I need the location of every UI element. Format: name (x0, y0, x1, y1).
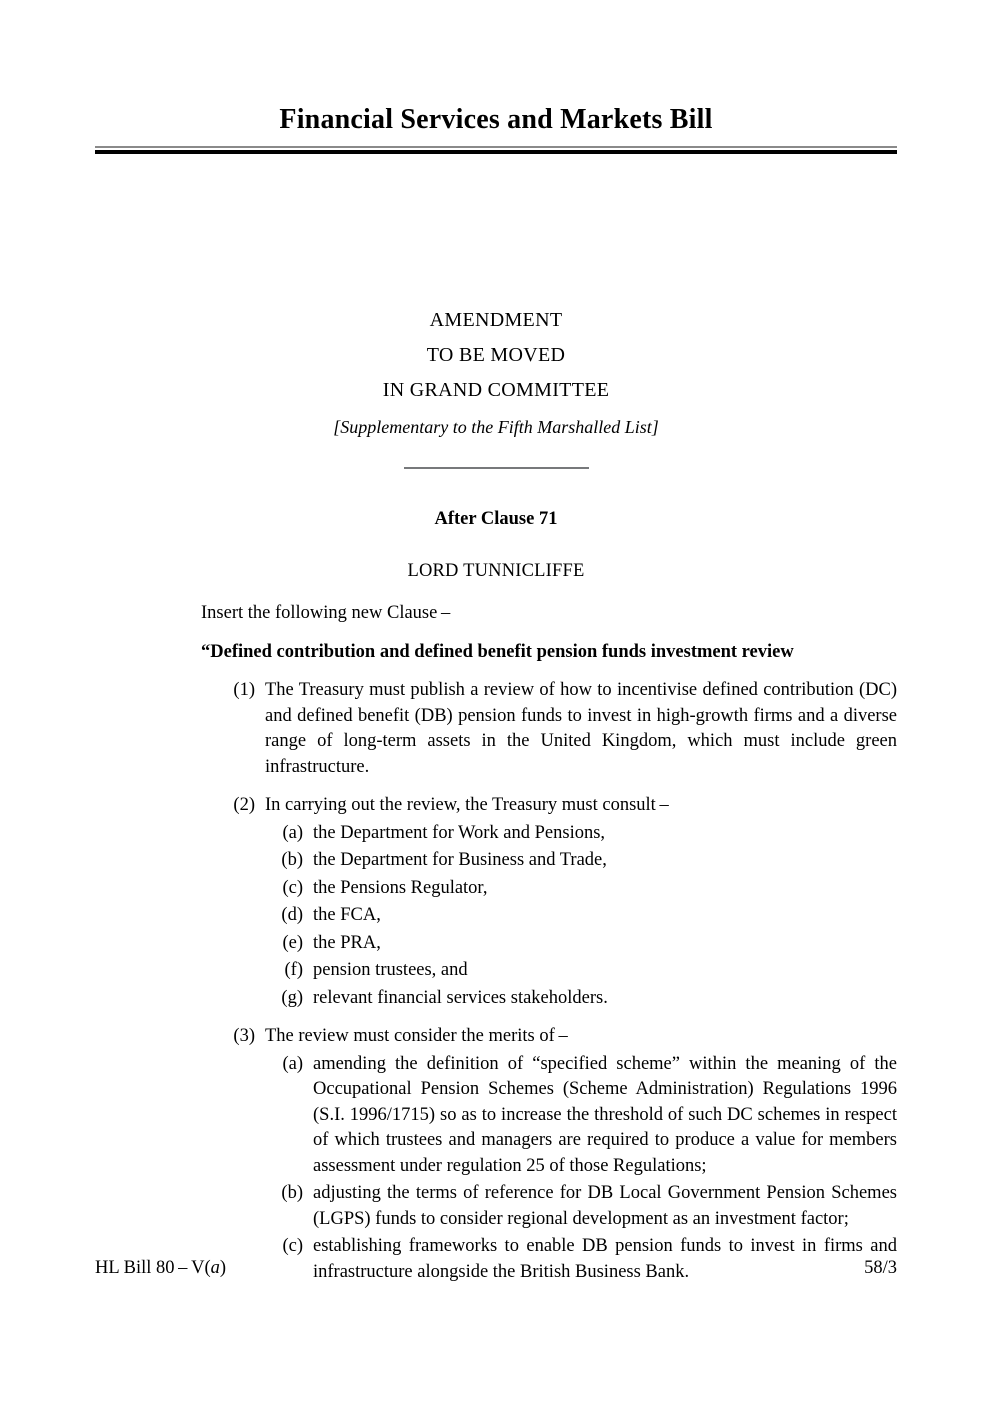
subitem-marker: (e) (282, 932, 303, 953)
subitem (95, 903, 897, 929)
subitem-marker: (c) (282, 877, 303, 898)
subitem (95, 1052, 897, 1180)
subitem-text: the Department for Work and Pensions, (313, 822, 606, 843)
bill-reference-prefix: HL Bill 80 – V( (95, 1258, 211, 1278)
masthead (95, 104, 897, 154)
subitem (95, 958, 897, 984)
paragraph-text: The review must consider the merits of – (265, 1026, 568, 1046)
subitem-text: the PRA, (313, 932, 381, 953)
paragraph-marker: (1) (233, 680, 255, 700)
preamble-to-be-moved: TO BE MOVED (426, 344, 566, 366)
page-title: Financial Services and Markets Bill (279, 104, 713, 135)
section-divider-rule (404, 467, 589, 469)
page-number: 58/3 (864, 1258, 897, 1278)
subitem (95, 1181, 897, 1232)
page-footer (95, 1258, 897, 1279)
bill-reference-suffix: ) (219, 1258, 227, 1278)
subitem-text: the FCA, (313, 905, 381, 925)
amendment-sponsor: LORD TUNNICLIFFE (407, 561, 585, 581)
subitem-marker: (d) (281, 905, 303, 925)
paragraph-marker: (3) (233, 1026, 255, 1046)
subitem-text: amending the definition of “specified scheme” within the meaning of the Occupational Pension Schemes (Scheme Administration) Regulations 1996 (S.I. 1996/1715) so as to increase the threshold of such DC schemes in respect of which trustees and managers are required to produce a value for members assessment under regulation 25 of those Regulations; (313, 1053, 897, 1176)
subitem-text: the Department for Business and Trade, (313, 850, 607, 870)
subitem-marker: (f) (284, 960, 303, 980)
subitem (95, 986, 897, 1012)
subitem (95, 931, 897, 957)
bill-reference (95, 1258, 226, 1279)
subitem-marker: (g) (281, 987, 303, 1008)
preamble-block (95, 303, 897, 469)
masthead-rule-thick (95, 150, 897, 154)
subitem-marker: (b) (281, 1183, 303, 1203)
subitem-marker: (c) (282, 1236, 303, 1256)
paragraph-item (95, 793, 897, 819)
subitem (95, 821, 897, 847)
amendment-body (95, 506, 897, 1285)
paragraph-text: The Treasury must publish a review of how to incentivise defined contribution (DC) and defined benefit (DB) pension funds to invest in high-growth firms and a diverse range of long-term assets in the United Kingdom, which must include green infrastructure. (265, 680, 897, 777)
subitem-text: adjusting the terms of reference for DB Local Government Pension Schemes (LGPS) funds to consider regional development as an investment factor; (313, 1183, 897, 1229)
subitem-marker: (b) (281, 850, 303, 870)
bill-reference-italic-letter: a (210, 1258, 220, 1278)
subitem-text: relevant financial services stakeholders. (313, 987, 608, 1008)
subitem-text: the Pensions Regulator, (313, 877, 488, 898)
paragraph-item (95, 1024, 897, 1050)
preamble-marshalled-list-note: [Supplementary to the Fifth Marshalled List] (333, 417, 659, 437)
clause-reference: After Clause 71 (434, 509, 558, 529)
subitem-marker: (a) (282, 1053, 303, 1074)
subitem-text: establishing frameworks to enable DB pension funds to invest in firms and infrastructure alongside the British Business Bank. (313, 1236, 897, 1282)
paragraph-marker: (2) (233, 795, 255, 815)
new-clause-heading: “Defined contribution and defined benefit pension funds investment review (201, 642, 794, 662)
preamble-in-grand-committee: IN GRAND COMMITTEE (382, 379, 610, 401)
paragraph-item (95, 678, 897, 780)
insert-instruction: Insert the following new Clause – (201, 603, 451, 623)
subitem-marker: (a) (282, 822, 303, 843)
subitem-text: pension trustees, and (313, 960, 468, 980)
subitem (95, 848, 897, 874)
preamble-amendment: AMENDMENT (429, 309, 563, 331)
section-divider-wrap (95, 467, 897, 469)
paragraph-text: In carrying out the review, the Treasury must consult – (265, 795, 669, 815)
masthead-double-rule (95, 146, 897, 154)
subitem (95, 876, 897, 902)
